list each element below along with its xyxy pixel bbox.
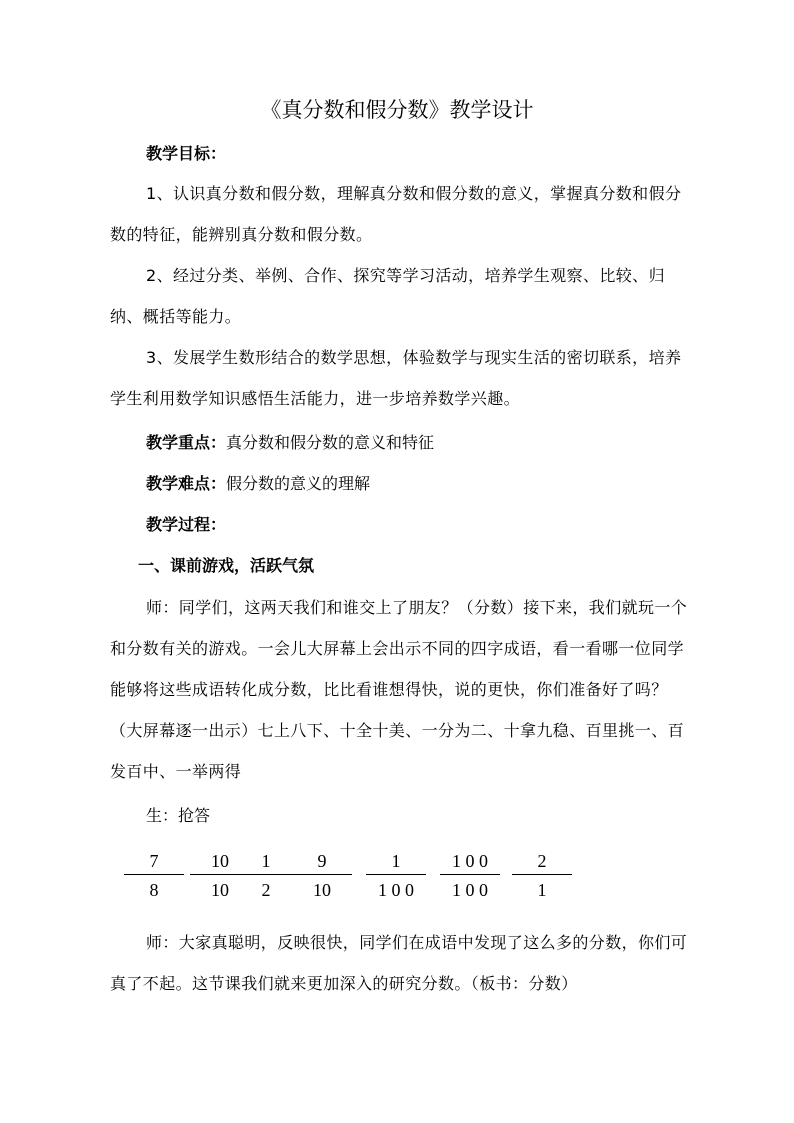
fraction-numerator: 7 xyxy=(149,851,159,871)
fraction-denominator: 2 xyxy=(261,880,271,900)
teacher-paragraph-1: 师：同学们，这两天我们和谁交上了朋友？（分数）接下来，我们就玩一个和分数有关的游戏。一会儿大屏幕上会出示不同的四字成语，看一看哪一位同学能够将这些成语转化成分数，比比看谁想得快，说的更快，你们准备好了吗？ （大屏幕逐一出示）七上八下、十全十美、一分为二、十拿九稳、百里挑一、百发百中、一举两得 xyxy=(110,598,688,781)
student-line: 生：抢答 xyxy=(146,806,211,825)
fraction-numerator: 1 xyxy=(391,851,401,871)
teacher-paragraph-2: 师：大家真聪明，反映很快，同学们在成语中发现了这么多的分数，你们可真了不起。这节课我们就来更加深入的研究分数。（板书：分数） xyxy=(110,933,688,993)
fraction-denominator: 1 0 0 xyxy=(378,880,414,900)
fraction-7 xyxy=(512,850,572,901)
fraction-1 xyxy=(124,850,184,901)
fraction-bar xyxy=(292,874,352,875)
fraction-bar xyxy=(124,874,184,875)
page-title: 《真分数和假分数》教学设计 xyxy=(260,98,534,122)
objective-item-3: 3、发展学生数形结合的数学思想，体验数学与现实生活的密切联系，培养学生利用数学知识感悟生活能力，进一步培养数学兴趣。 xyxy=(110,348,682,408)
key-point xyxy=(146,431,434,455)
difficulty-label: 教学难点： xyxy=(146,474,227,493)
fraction-bar xyxy=(512,874,572,875)
fraction-denominator: 10 xyxy=(313,880,331,900)
key-point-label: 教学重点： xyxy=(146,433,227,452)
fraction-bar xyxy=(236,874,296,875)
fraction-3 xyxy=(236,850,296,901)
objective-item-2: 2、经过分类、举例、合作、探究等学习活动，培养学生观察、比较、归纳、概括等能力。 xyxy=(110,266,665,326)
fraction-bar xyxy=(366,874,426,875)
section-1-heading: 一、课前游戏，活跃气氛 xyxy=(138,556,315,575)
fraction-6 xyxy=(440,850,500,901)
fraction-denominator: 1 xyxy=(537,880,547,900)
fraction-5 xyxy=(366,850,426,901)
difficulty-text: 假分数的意义的理解 xyxy=(226,474,371,493)
fraction-numerator: 10 xyxy=(211,851,229,871)
fraction-numerator: 1 xyxy=(261,851,271,871)
fraction-bar xyxy=(440,874,500,875)
objectives-heading: 教学目标： xyxy=(146,144,227,163)
fraction-denominator: 10 xyxy=(211,880,229,900)
fraction-denominator: 8 xyxy=(149,880,159,900)
fraction-numerator: 1 0 0 xyxy=(452,851,488,871)
fraction-numerator: 9 xyxy=(317,851,327,871)
process-heading: 教学过程： xyxy=(146,515,227,534)
key-point-text: 真分数和假分数的意义和特征 xyxy=(226,433,435,452)
fraction-denominator: 1 0 0 xyxy=(452,880,488,900)
fraction-numerator: 2 xyxy=(537,851,547,871)
difficulty xyxy=(146,472,370,496)
fraction-4 xyxy=(292,850,352,901)
objective-item-1: 1、认识真分数和假分数，理解真分数和假分数的意义，掌握真分数和假分数的特征，能辨别真分数和假分数。 xyxy=(110,184,682,244)
